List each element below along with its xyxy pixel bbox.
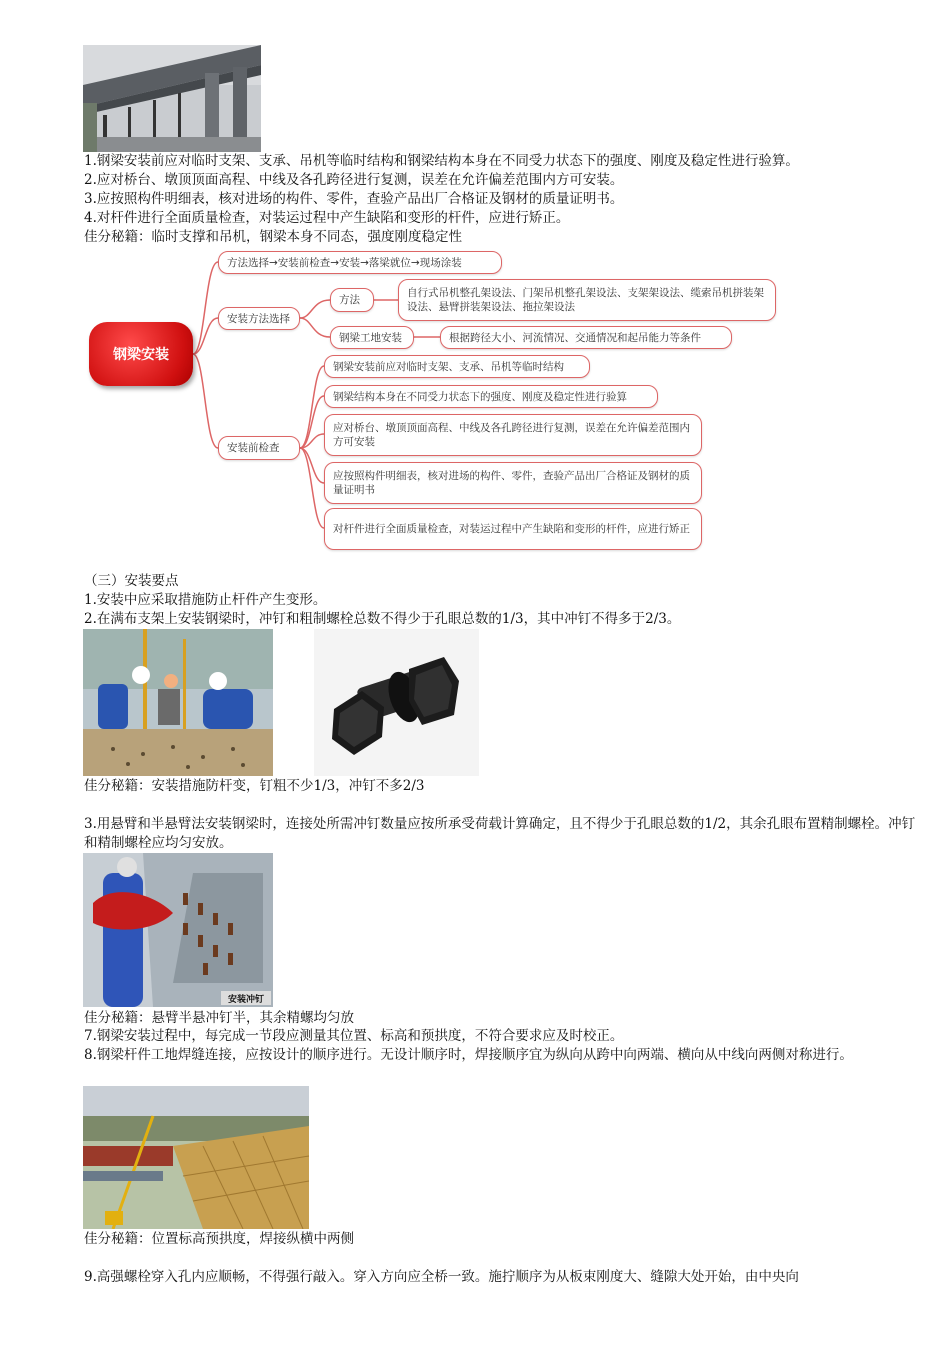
- text-item-s3: 3.用悬臂和半悬臂法安装钢梁时，连接处所需冲钉数量应按所承受荷载计算确定，且不得少于孔眼总数的1/2，其余孔眼布置精制螺栓。冲钉和精制螺栓应均匀安放。: [84, 816, 916, 851]
- text-item-s1: 1.安装中应采取措施防止杆件产生变形。: [84, 592, 327, 608]
- text-item-3: 3.应按照构件明细表，核对进场的构件、零件，查验产品出厂合格证及钢材的质量证明书。: [84, 191, 624, 207]
- tip-4: 佳分秘籍：位置标高预拱度，焊接纵横中两侧: [84, 1231, 354, 1247]
- mindmap-check-branch: 安装前检查: [218, 436, 300, 460]
- site-photo: [83, 1086, 309, 1229]
- bolt-photo: [314, 629, 479, 776]
- mindmap-flow: 方法选择→安装前检查→安装→落梁就位→现场涂装: [218, 251, 502, 274]
- section-3-title: （三）安装要点: [84, 573, 179, 589]
- workers-photo: [83, 629, 273, 776]
- text-item-s7: 7.钢梁安装过程中，每完成一节段应测量其位置、标高和预拱度，不符合要求应及时校正。: [84, 1028, 624, 1044]
- mindmap-method-branch: 安装方法选择: [218, 307, 300, 330]
- mindmap-check-item-1: 钢梁安装前应对临时支架、支承、吊机等临时结构: [324, 355, 590, 378]
- text-item-1: 1.钢梁安装前应对临时支架、支承、吊机等临时结构和钢梁结构本身在不同受力状态下的强度、刚度及稳定性进行验算。: [84, 153, 799, 169]
- tip-3: 佳分秘籍：悬臂半悬冲钉半，其余精螺均匀放: [84, 1010, 354, 1026]
- tip-2: 佳分秘籍：安装措施防杆变，钉粗不少1/3，冲钉不多2/3: [84, 778, 425, 794]
- text-item-s8: 8.钢梁杆件工地焊缝连接，应按设计的顺序进行。无设计顺序时，焊接顺序宜为纵向从跨中向两端、横向从中线向两侧对称进行。: [84, 1047, 853, 1063]
- mindmap-check-item-4: 应按照构件明细表，核对进场的构件、零件，查验产品出厂合格证及钢材的质量证明书: [324, 462, 702, 504]
- mindmap-method-label: 方法: [330, 288, 374, 312]
- punch-nail-photo: [83, 853, 273, 1007]
- text-item-4: 4.对杆件进行全面质量检查，对装运过程中产生缺陷和变形的杆件，应进行矫正。: [84, 210, 570, 226]
- mindmap-site-desc: 根据跨径大小、河流情况、交通情况和起吊能力等条件: [440, 326, 732, 349]
- text-item-s9: 9.高强螺栓穿入孔内应顺畅，不得强行敲入。穿入方向应全桥一致。施拧顺序为从板束刚度大、缝隙大处开始，由中央向: [84, 1269, 799, 1285]
- text-item-s2: 2.在满布支架上安装钢梁时，冲钉和粗制螺栓总数不得少于孔眼总数的1/3，其中冲钉不得多于2/3。: [84, 611, 681, 627]
- mindmap-root: 钢梁安装: [89, 322, 193, 386]
- mindmap-check-item-3: 应对桥台、墩顶顶面高程、中线及各孔跨径进行复测，误差在允许偏差范围内方可安装: [324, 414, 702, 456]
- text-item-2: 2.应对桥台、墩顶顶面高程、中线及各孔跨径进行复测，误差在允许偏差范围内方可安装。: [84, 172, 624, 188]
- mindmap-check-item-5: 对杆件进行全面质量检查，对装运过程中产生缺陷和变形的杆件，应进行矫正: [324, 508, 702, 550]
- tip-1: 佳分秘籍：临时支撑和吊机，钢梁本身不同态，强度刚度稳定性: [84, 229, 462, 245]
- mindmap-check-item-2: 钢梁结构本身在不同受力状态下的强度、刚度及稳定性进行验算: [324, 385, 658, 408]
- mindmap-method-desc: 自行式吊机整孔架设法、门架吊机整孔架设法、支架架设法、缆索吊机拼装架设法、悬臂拼装架设法、拖拉架设法: [398, 279, 776, 321]
- mindmap-site-label: 钢梁工地安装: [330, 326, 414, 349]
- punch-nail-caption: 安装冲钉: [227, 995, 265, 1005]
